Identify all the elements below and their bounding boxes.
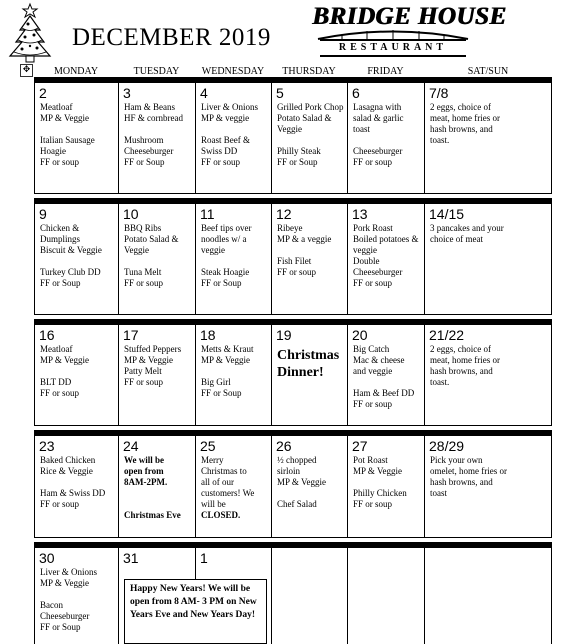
menu-line: Stuffed Peppers (124, 344, 182, 354)
menu-line: Mushroom (124, 135, 164, 145)
calendar-grid (34, 77, 552, 644)
menu-line: FF or soup (124, 278, 164, 288)
day-cell (425, 436, 551, 536)
day-number: 14/15 (429, 206, 465, 222)
menu-text (40, 344, 117, 399)
menu-line (353, 477, 423, 488)
menu-line: Cheeseburger (353, 146, 403, 156)
menu-line: Pork Roast (353, 223, 393, 233)
day-number: 30 (39, 550, 55, 566)
day-cell (272, 548, 346, 643)
menu-text (277, 102, 346, 168)
menu-text (430, 344, 551, 388)
day-number: 5 (276, 85, 284, 101)
day-number: 20 (352, 327, 368, 343)
day-cell (425, 204, 551, 313)
menu-text (430, 455, 551, 499)
menu-line: all of our (201, 477, 234, 487)
day-cell (272, 204, 346, 313)
menu-line: FF or Soup (40, 278, 81, 288)
menu-line: Italian Sausage (40, 135, 95, 145)
day-number: 24 (123, 438, 139, 454)
menu-line: Cheeseburger (40, 611, 90, 621)
menu-line: FF or soup (353, 278, 393, 288)
menu-text (277, 347, 346, 381)
menu-line: Philly Steak (277, 146, 321, 156)
day-number: 19 (276, 327, 292, 343)
day-cell (348, 548, 423, 643)
weekday-header: MONDAY (53, 66, 99, 77)
menu-line: Ham & Beans (124, 102, 175, 112)
weekday-header: SAT/SUN (467, 66, 509, 77)
column-line (551, 430, 552, 537)
day-cell (35, 548, 117, 643)
day-number: 1 (200, 550, 208, 566)
spacer (124, 499, 194, 510)
menu-line: Turkey Club DD (40, 267, 101, 277)
day-cell (35, 436, 117, 536)
logo-subtitle: RESTAURANT (320, 39, 466, 57)
menu-line: ½ chopped (277, 455, 317, 465)
menu-line (201, 256, 270, 267)
menu-line: Philly Chicken (353, 488, 407, 498)
menu-line: MP & Veggie (201, 355, 251, 365)
menu-line: 2 eggs, choice of (430, 102, 491, 112)
day-cell (348, 83, 423, 192)
menu-line (277, 135, 346, 146)
menu-line: omelet, home fries or (430, 466, 507, 476)
menu-line: Grilled Pork Chop (277, 102, 344, 112)
day-cell (35, 83, 117, 192)
menu-text (277, 455, 346, 510)
day-number: 3 (123, 85, 131, 101)
menu-line: Tuna Melt (124, 267, 162, 277)
day-number: 16 (39, 327, 55, 343)
day-cell (196, 204, 270, 313)
menu-line: MP & veggie (201, 113, 250, 123)
menu-text (277, 223, 346, 278)
menu-text (124, 102, 194, 168)
menu-line: We will be (124, 455, 164, 465)
menu-line: MP & Veggie (277, 477, 327, 487)
menu-line: hash browns, and (430, 366, 493, 376)
menu-line: Veggie (277, 124, 302, 134)
menu-line: Beef tips over (201, 223, 252, 233)
menu-line: FF or Soup (201, 278, 242, 288)
menu-line: toast. (430, 377, 450, 387)
menu-line: Baked Chicken (40, 455, 96, 465)
menu-line: FF or soup (40, 388, 80, 398)
day-number: 26 (276, 438, 292, 454)
day-cell (119, 436, 194, 536)
day-number: 4 (200, 85, 208, 101)
menu-line: FF or soup (201, 157, 241, 167)
day-cell (119, 325, 194, 424)
weekday-header: WEDNESDAY (201, 66, 265, 77)
column-line (551, 319, 552, 425)
menu-text (353, 223, 423, 289)
menu-line: MP & Veggie (40, 113, 90, 123)
menu-line: Lasagna with (353, 102, 402, 112)
menu-line: FF or Soup (124, 157, 165, 167)
menu-line: Merry (201, 455, 224, 465)
menu-line: Cheeseburger (124, 146, 174, 156)
menu-text (430, 223, 551, 245)
menu-line: MP & Veggie (40, 578, 90, 588)
day-cell (196, 325, 270, 424)
menu-line: veggie (201, 245, 225, 255)
menu-line: noodles w/ a (201, 234, 247, 244)
menu-line: MP & Veggie (124, 355, 174, 365)
menu-line (40, 124, 117, 135)
menu-line: BLT DD (40, 377, 72, 387)
menu-line: open from (124, 466, 164, 476)
menu-text (124, 344, 194, 388)
menu-line: Bacon (40, 600, 63, 610)
day-number: 25 (200, 438, 216, 454)
menu-line: FF or soup (124, 377, 164, 387)
day-number: 13 (352, 206, 368, 222)
menu-line (40, 589, 117, 600)
day-number: 28/29 (429, 438, 465, 454)
day-number: 11 (200, 206, 215, 222)
menu-line: Swiss DD (201, 146, 238, 156)
day-cell (196, 436, 270, 536)
menu-line (124, 256, 194, 267)
menu-line: Christmas Eve (124, 510, 181, 520)
day-cell (119, 204, 194, 313)
menu-line: BBQ Ribs (124, 223, 162, 233)
week-bottom-line (34, 425, 552, 426)
menu-text (40, 455, 117, 510)
menu-line: meat, home fries or (430, 113, 500, 123)
menu-line: 3 pancakes and your (430, 223, 504, 233)
menu-line (277, 245, 346, 256)
new-years-notice: Happy New Years! We will be open from 8 AM- 3 PM on New Years Eve and New Years Day! (124, 579, 267, 644)
menu-line: salad & garlic (353, 113, 404, 123)
menu-line: toast (353, 124, 370, 134)
menu-line: FF or soup (277, 267, 317, 277)
menu-line: Meatloaf (40, 102, 73, 112)
menu-line (353, 135, 423, 146)
menu-line (201, 124, 270, 135)
menu-line: and veggie (353, 366, 393, 376)
weekday-header: THURSDAY (282, 66, 336, 77)
day-cell (272, 83, 346, 192)
menu-line: Hoagie (40, 146, 66, 156)
menu-line: Liver & Onions (40, 567, 97, 577)
column-line (551, 77, 552, 193)
menu-line: Metts & Kraut (201, 344, 254, 354)
menu-line: Meatloaf (40, 344, 73, 354)
menu-line: FF or soup (353, 157, 393, 167)
logo-wordmark: BRIDGE HOUSE (312, 3, 507, 30)
week-bottom-line (34, 537, 552, 538)
menu-line: sirloin (277, 466, 301, 476)
menu-line (201, 366, 270, 377)
menu-line: Dumplings (40, 234, 81, 244)
day-cell (348, 436, 423, 536)
menu-text (201, 102, 270, 168)
menu-line: FF or Soup (201, 388, 242, 398)
day-cell (425, 83, 551, 192)
menu-line: 2 eggs, choice of (430, 344, 491, 354)
spacer (124, 488, 194, 499)
day-cell (35, 204, 117, 313)
menu-line: Pick your own (430, 455, 483, 465)
menu-line: FF or soup (353, 399, 393, 409)
week-bottom-line (34, 193, 552, 194)
menu-line (40, 477, 117, 488)
menu-line: choice of meat (430, 234, 483, 244)
weekday-header: TUESDAY (133, 66, 180, 77)
menu-line: 8AM-2PM. (124, 477, 168, 487)
menu-line: Patty Melt (124, 366, 162, 376)
menu-line: FF or soup (40, 157, 80, 167)
day-number: 27 (352, 438, 368, 454)
holiday-text: Christmas Dinner! (277, 348, 340, 380)
menu-line: CLOSED. (201, 510, 241, 520)
menu-line (277, 488, 346, 499)
day-number: 17 (123, 327, 139, 343)
menu-line: toast (430, 488, 447, 498)
day-number: 12 (276, 206, 292, 222)
day-number: 2 (39, 85, 47, 101)
column-line (551, 542, 552, 644)
day-number: 23 (39, 438, 55, 454)
menu-text (353, 102, 423, 168)
menu-text (40, 567, 117, 633)
day-cell (196, 83, 270, 192)
day-number: 6 (352, 85, 360, 101)
table-move-handle-icon[interactable]: ✥ (20, 64, 33, 77)
menu-line: MP & Veggie (353, 466, 403, 476)
day-cell (425, 548, 551, 643)
menu-text (124, 455, 194, 521)
menu-line: customers! We (201, 488, 255, 498)
menu-line: Double (353, 256, 380, 266)
menu-line: Big Girl (201, 377, 231, 387)
day-number: 7/8 (429, 85, 449, 101)
menu-line: Chicken & (40, 223, 80, 233)
day-number: 10 (123, 206, 139, 222)
menu-line (353, 377, 423, 388)
menu-line: meat, home fries or (430, 355, 500, 365)
menu-line: hash browns, and (430, 477, 493, 487)
menu-text (353, 455, 423, 510)
menu-line (40, 366, 117, 377)
menu-line: toast. (430, 135, 450, 145)
menu-text (201, 344, 270, 399)
menu-text (40, 223, 117, 289)
menu-text (201, 223, 270, 289)
menu-line: FF or soup (353, 499, 393, 509)
day-cell (119, 83, 194, 192)
menu-line: MP & Veggie (40, 355, 90, 365)
menu-line (40, 256, 117, 267)
day-cell (272, 436, 346, 536)
day-cell (348, 325, 423, 424)
menu-line: will be (201, 499, 226, 509)
menu-text (124, 223, 194, 289)
menu-line: Big Catch (353, 344, 390, 354)
day-number: 31 (123, 550, 139, 566)
menu-line: Pot Roast (353, 455, 388, 465)
menu-text (353, 344, 423, 410)
week-bottom-line (34, 314, 552, 315)
menu-line: Potato Salad & (277, 113, 332, 123)
restaurant-logo (312, 2, 507, 54)
menu-line: hash browns, and (430, 124, 493, 134)
menu-line: Liver & Onions (201, 102, 258, 112)
menu-line: Fish Filet (277, 256, 312, 266)
christmas-tree-icon (6, 2, 54, 64)
menu-line: FF or Soup (277, 157, 318, 167)
menu-text (430, 102, 551, 146)
menu-line: Rice & Veggie (40, 466, 93, 476)
day-number: 18 (200, 327, 216, 343)
menu-line: Ham & Swiss DD (40, 488, 106, 498)
menu-line: Cheeseburger (353, 267, 403, 277)
menu-line: Christmas to (201, 466, 247, 476)
menu-text (201, 455, 270, 521)
menu-line: Ribeye (277, 223, 303, 233)
menu-line: Potato Salad & (124, 234, 179, 244)
day-cell (35, 325, 117, 424)
column-line (551, 198, 552, 314)
menu-line: Ham & Beef DD (353, 388, 415, 398)
menu-line: HF & cornbread (124, 113, 183, 123)
day-cell (425, 325, 551, 424)
menu-line: Mac & cheese (353, 355, 405, 365)
day-cell (348, 204, 423, 313)
day-number: 9 (39, 206, 47, 222)
menu-line: Boiled potatoes & (353, 234, 419, 244)
menu-text (40, 102, 117, 168)
menu-line: MP & a veggie (277, 234, 332, 244)
day-number: 21/22 (429, 327, 465, 343)
day-cell (272, 325, 346, 424)
menu-line: veggie (353, 245, 377, 255)
menu-line: Veggie (124, 245, 149, 255)
menu-line: Roast Beef & (201, 135, 250, 145)
menu-line: Steak Hoagie (201, 267, 250, 277)
menu-line: Chef Salad (277, 499, 317, 509)
menu-line (124, 124, 194, 135)
menu-line: FF or Soup (40, 622, 81, 632)
weekday-header: FRIDAY (367, 66, 404, 77)
page-title: DECEMBER 2019 (72, 24, 271, 51)
menu-line: FF or soup (40, 499, 80, 509)
menu-line: Biscuit & Veggie (40, 245, 102, 255)
